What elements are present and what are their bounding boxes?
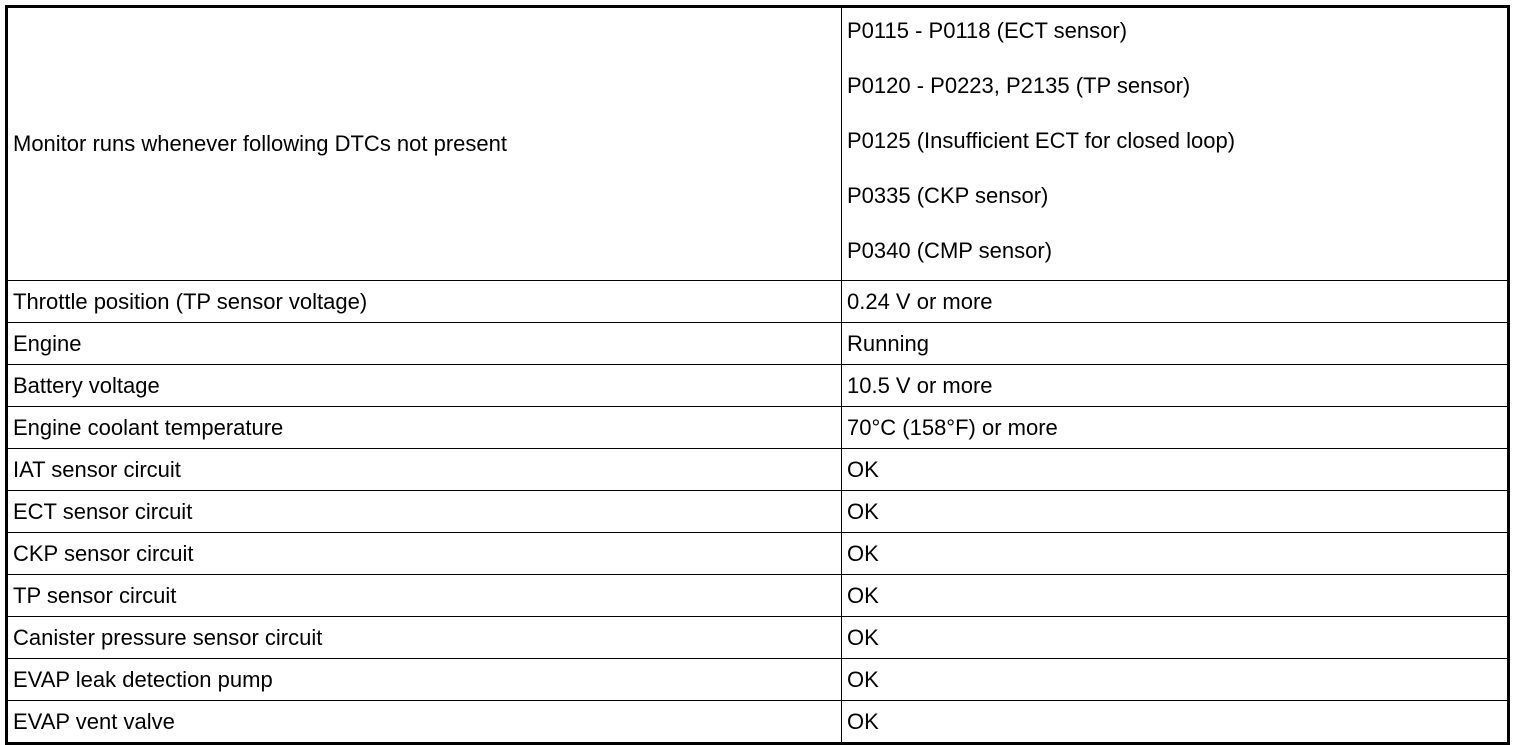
dtc-item: P0340 (CMP sensor) [847,238,1053,263]
table-row [7,323,1509,365]
parameter-cell: Battery voltage [7,365,842,407]
table-row [7,281,1509,323]
value-cell: OK [842,533,1509,575]
table-row [7,575,1509,617]
value-cell: 0.24 V or more [842,281,1509,323]
monitor-condition-label: Monitor runs whenever following DTCs not present [7,7,842,281]
value-cell: OK [842,575,1509,617]
parameter-cell: IAT sensor circuit [7,449,842,491]
dtc-list [847,18,1507,264]
table-row [7,7,1509,281]
table-row [7,659,1509,701]
table-row [7,617,1509,659]
value-cell: OK [842,659,1509,701]
parameter-cell: CKP sensor circuit [7,533,842,575]
parameter-cell: ECT sensor circuit [7,491,842,533]
value-cell: Running [842,323,1509,365]
value-cell: OK [842,617,1509,659]
table-row [7,407,1509,449]
table-row [7,491,1509,533]
parameter-cell: Engine coolant temperature [7,407,842,449]
dtc-item: P0125 (Insufficient ECT for closed loop) [847,128,1236,153]
dtc-item: P0120 - P0223, P2135 (TP sensor) [847,73,1191,98]
monitor-conditions-table [5,5,1510,745]
parameter-cell: Engine [7,323,842,365]
dtc-item: P0335 (CKP sensor) [847,183,1049,208]
parameter-cell: Throttle position (TP sensor voltage) [7,281,842,323]
table-row [7,449,1509,491]
value-cell: OK [842,449,1509,491]
table-row [7,533,1509,575]
table-row [7,701,1509,744]
dtc-item: P0115 - P0118 (ECT sensor) [847,18,1128,43]
parameter-cell: Canister pressure sensor circuit [7,617,842,659]
parameter-cell: EVAP leak detection pump [7,659,842,701]
value-cell: OK [842,491,1509,533]
dtc-list-cell [842,7,1509,281]
value-cell: OK [842,701,1509,744]
value-cell: 10.5 V or more [842,365,1509,407]
table-row [7,365,1509,407]
parameter-cell: EVAP vent valve [7,701,842,744]
parameter-cell: TP sensor circuit [7,575,842,617]
value-cell: 70°C (158°F) or more [842,407,1509,449]
